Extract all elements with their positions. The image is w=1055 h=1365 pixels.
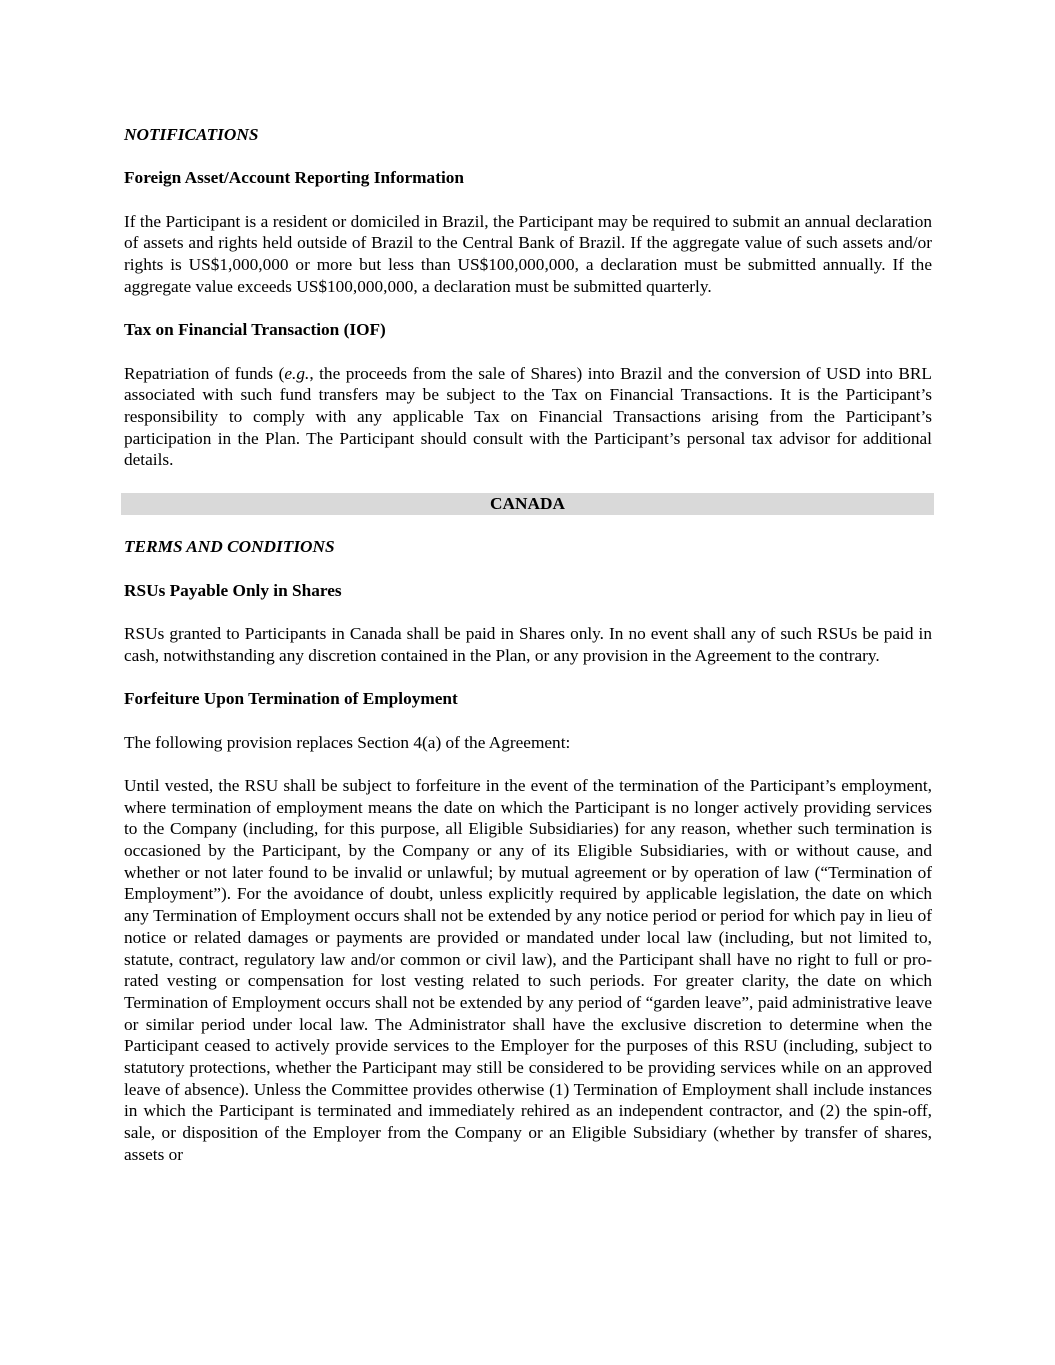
iof-title: Tax on Financial Transaction (IOF) (124, 320, 386, 340)
forfeiture-intro: The following provision replaces Section 4(a) of the Agreement: (124, 732, 571, 752)
iof-text-italic: e.g. (284, 363, 310, 383)
notifications-heading: NOTIFICATIONS (124, 125, 259, 144)
foreign-asset-paragraph: If the Participant is a resident or domiciled in Brazil, the Participant may be required to submit an annual declaration of assets and rights held outside of Brazil to the Central Bank of Brazil. If the aggregate value of such assets and/or rights is US$1,000,000 or more but less than US$100,000,000, a declaration must be submitted annually. If the aggregate value exceeds US$100,000,000, a declaration must be submitted quarterly. (124, 211, 932, 296)
iof-text-after: , the proceeds from the sale of Shares) into Brazil and the conversion of USD into BRL associated with such fund transfers may be subject to the Tax on Financial Transactions. It is the Participant’s responsibility to comply with any applicable Tax on Financial Transactions arising from the Participant’s participation in the Plan. The Participant should consult with the Participant’s personal tax advisor for additional details. (124, 363, 932, 470)
rsus-title: RSUs Payable Only in Shares (124, 580, 342, 600)
foreign-asset-title: Foreign Asset/Account Reporting Information (124, 168, 465, 188)
document-page (124, 124, 932, 1187)
iof-paragraph (124, 363, 932, 472)
terms-heading: TERMS AND CONDITIONS (124, 537, 335, 557)
iof-text-before: Repatriation of funds ( (124, 363, 285, 383)
forfeiture-title: Forfeiture Upon Termination of Employment (124, 689, 458, 709)
country-section-bar: CANADA (121, 493, 934, 515)
rsus-paragraph: RSUs granted to Participants in Canada shall be paid in Shares only. In no event shall any of such RSUs be paid in cash, notwithstanding any discretion contained in the Plan, or any provision in the Agreement to the contrary. (124, 624, 932, 665)
forfeiture-paragraph: Until vested, the RSU shall be subject to forfeiture in the event of the termination of the Participant’s employment, where termination of employment means the date on which the Participant is no longer actively providing services to the Company (including, for this purpose, all Eligible Subsidiaries) for any reason, whether such termination is occasioned by the Participant, by the Company or any of its Eligible Subsidiaries, with or without cause, and whether or not later found to be invalid or unlawful; by mutual agreement or by operation of law (“Termination of Employment”). For the avoidance of doubt, unless explicitly required by applicable legislation, the date on which any Termination of Employment occurs shall not be extended by any notice period or period for which pay in lieu of notice or related damages or payments are provided or mandated under local law (including, but not limited to, statute, contract, regulatory law and/or common or civil law), and the Participant shall have no right to full or pro-rated vesting or compensation for lost vesting related to such periods. For greater clarity, the date on which Termination of Employment occurs shall not be extended by any period of “garden leave”, paid administrative leave or similar period under local law. The Administrator shall have the exclusive discretion to determine when the Participant ceased to actively provide services to the Employer for the purposes of this RSU (including, subject to statutory protections, whether the Participant may still be considered to be providing services while on an approved leave of absence). Unless the Committee provides otherwise (1) Termination of Employment shall include instances in which the Participant is terminated and immediately rehired as an independent contractor, and (2) the spin-off, sale, or disposition of the Employer from the Company or an Eligible Subsidiary (whether by transfer of shares, assets or (124, 775, 932, 1164)
